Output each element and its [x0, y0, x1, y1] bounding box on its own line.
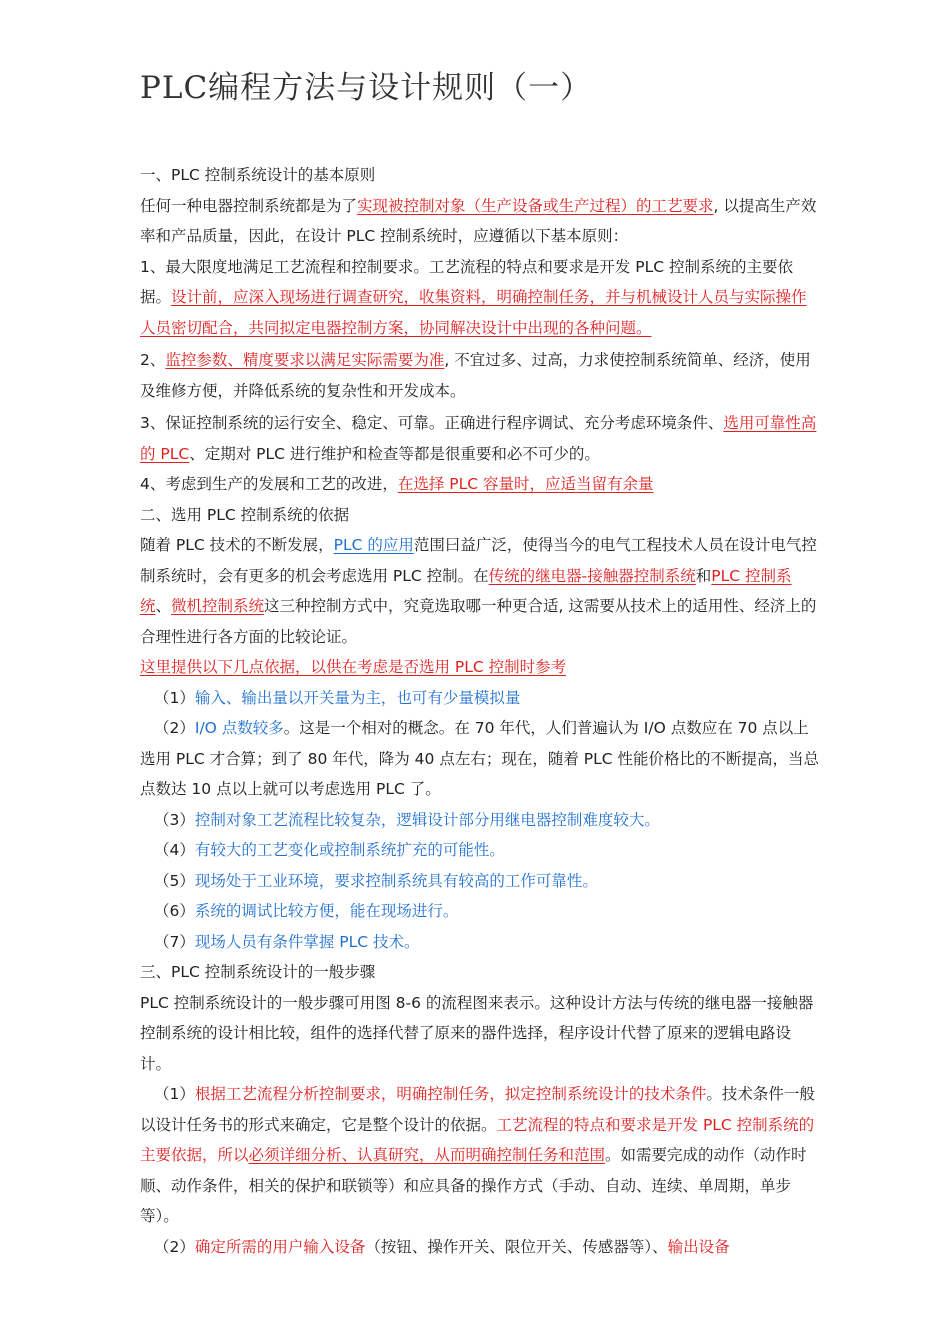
text-run: 。如需要完成的动作（动作时顺、动作条件，相关的保护和联锁等）和应具备的操作方式（手动、自动、连续、单周期，单步等）。 — [140, 1146, 807, 1225]
text-run: 任何一种电器控制系统都是为了 — [140, 196, 358, 215]
section-heading-3: 三、PLC 控制系统设计的一般步骤 — [140, 963, 376, 981]
item-number: （6） — [154, 902, 195, 920]
section-heading-2: 二、选用 PLC 控制系统的依据 — [140, 505, 350, 524]
basis-lead: 这里提供以下几点依据，以供在考虑是否选用 PLC 控制时参考 — [140, 658, 567, 676]
basis-item-1 — [140, 683, 820, 714]
text-run: 范围曰益广泛，使得当今的电气工程技术人员在设计电气控制系统时，会有更多的机会考虑选用 PLC 控制。在 — [140, 536, 817, 585]
basis-item-6 — [140, 896, 820, 927]
text-run: , 以提高生产效率和产品质量，因此，在设计 PLC 控制系统时，应遵循以下基本原则： — [140, 196, 817, 245]
highlight-text: 工艺流程的特点和要求是开发 PLC 控制系统的主要依据，所以 — [140, 1115, 815, 1164]
basis-item-4 — [140, 835, 820, 866]
highlight-text: 输出设备 — [667, 1237, 730, 1256]
text-run: 。技术条件一般以设计任务书的形式来确定，它是整个设计的依据。 — [140, 1085, 815, 1134]
item-number: （4） — [154, 841, 195, 859]
text-run: 、定期对 PLC 进行维护和检查等都是很重要和必不可少的。 — [189, 444, 600, 463]
text-run: 。这是一个相对的概念。在 70 年代，人们普遍认为 I/O 点数应在 70 点以上选用 PLC 才合算；到了 80 年代，降为 40 点左右；现在，随着 PLC 性能价格比的不断提高，当总点数达 10 点以上就可以考虑选用 PLC 了。 — [140, 719, 819, 798]
item-number: （5） — [154, 871, 195, 890]
text-run: 1、最大限度地满足工艺流程和控制要求。工艺流程的特点和要求是开发 PLC 控制系统的主要依据。 — [140, 257, 794, 306]
item-number: （7） — [154, 932, 195, 951]
item-text: 有较大的工艺变化或控制系统扩充的可能性。 — [194, 841, 505, 859]
highlight-text: 传统的继电器-接触器控制系统 — [488, 566, 696, 585]
item-number: （1） — [154, 1085, 195, 1103]
basis-item-5 — [140, 866, 820, 897]
highlight-text: 选用可靠性高的 PLC — [140, 414, 817, 463]
text-run: 4、考虑到生产的发展和工艺的改进， — [140, 475, 398, 493]
highlight-text: 实现被控制对象（生产设备或生产过程）的工艺要求 — [357, 196, 714, 215]
item-text: 控制对象工艺流程比较复杂，逻辑设计部分用继电器控制难度较大。 — [194, 810, 660, 829]
principle-4 — [140, 469, 820, 500]
basis-item-3 — [140, 805, 820, 836]
document-title: PLC编程方法与设计规则（一） — [140, 70, 593, 106]
principle-3 — [140, 408, 820, 469]
text-run: 3、保证控制系统的运行安全、稳定、可靠。正确进行程序调试、充分考虑环境条件、 — [140, 414, 724, 432]
text-run: 2、 — [140, 351, 166, 369]
principle-2 — [140, 345, 820, 406]
item-text: 现场处于工业环境，要求控制系统具有较高的工作可靠性。 — [194, 871, 598, 890]
principle-1 — [140, 252, 820, 344]
step-2 — [140, 1232, 820, 1263]
paragraph-basis — [140, 530, 820, 652]
highlight-text: 微机控制系统 — [171, 597, 265, 615]
highlight-text: 在选择 PLC 容量时，应适当留有余量 — [397, 475, 654, 493]
paragraph-steps: PLC 控制系统设计的一般步骤可用图 8-6 的流程图来表示。这种设计方法与传统的继电器一接触器控制系统的设计相比较，组件的选择代替了原来的器件选择，程序设计代替了原来的逻辑电路设计。 — [140, 993, 814, 1073]
item-text: I/O 点数较多 — [194, 719, 284, 737]
item-number: （1） — [154, 688, 195, 707]
text-run: 这三种控制方式中，究竟选取哪一种更合适, 这需要从技术上的适用性、经济上的合理性进行各方面的比较论证。 — [140, 597, 817, 646]
section-heading-1: 一、PLC 控制系统设计的基本原则 — [140, 166, 376, 184]
highlight-text: 根据工艺流程分析控制要求，明确控制任务，拟定控制系统设计的技术条件 — [194, 1085, 707, 1103]
item-number: （3） — [154, 810, 195, 829]
text-run: , 不宜过多、过高，力求使控制系统简单、经济，使用及维修方便，并降低系统的复杂性和开发成本。 — [140, 351, 811, 400]
basis-item-2 — [140, 713, 820, 805]
highlight-text: 确定所需的用户输入设备 — [194, 1237, 366, 1256]
text-run: 、 — [155, 597, 172, 615]
document-body — [140, 160, 820, 1262]
item-text: 系统的调试比较方便，能在现场进行。 — [194, 902, 459, 920]
paragraph-intro — [140, 191, 820, 252]
item-text: 输入、输出量以开关量为主，也可有少量模拟量 — [194, 688, 521, 707]
highlight-text: 必须详细分析、认真研究，从而明确控制任务和范围 — [248, 1146, 606, 1164]
text-run: 和 — [695, 566, 712, 585]
item-text: 现场人员有条件掌握 PLC 技术。 — [194, 932, 420, 951]
highlight-text: 设计前，应深入现场进行调查研究，收集资料，明确控制任务，并与机械设计人员与实际操作人员密切配合，共同拟定电器控制方案，协同解决设计中出现的各种问题。 — [140, 288, 807, 337]
highlight-text: PLC 控制系统 — [140, 566, 792, 615]
step-1 — [140, 1079, 820, 1232]
item-number: （2） — [154, 719, 195, 737]
text-run: 随着 PLC 技术的不断发展， — [140, 536, 334, 554]
basis-item-7 — [140, 927, 820, 958]
highlight-text: 监控参数、精度要求以满足实际需要为准 — [165, 351, 445, 369]
link-text[interactable]: PLC 的应用 — [333, 536, 414, 554]
text-run: （按钮、操作开关、限位开关、传感器等）、 — [365, 1237, 668, 1256]
item-number: （2） — [154, 1237, 195, 1256]
